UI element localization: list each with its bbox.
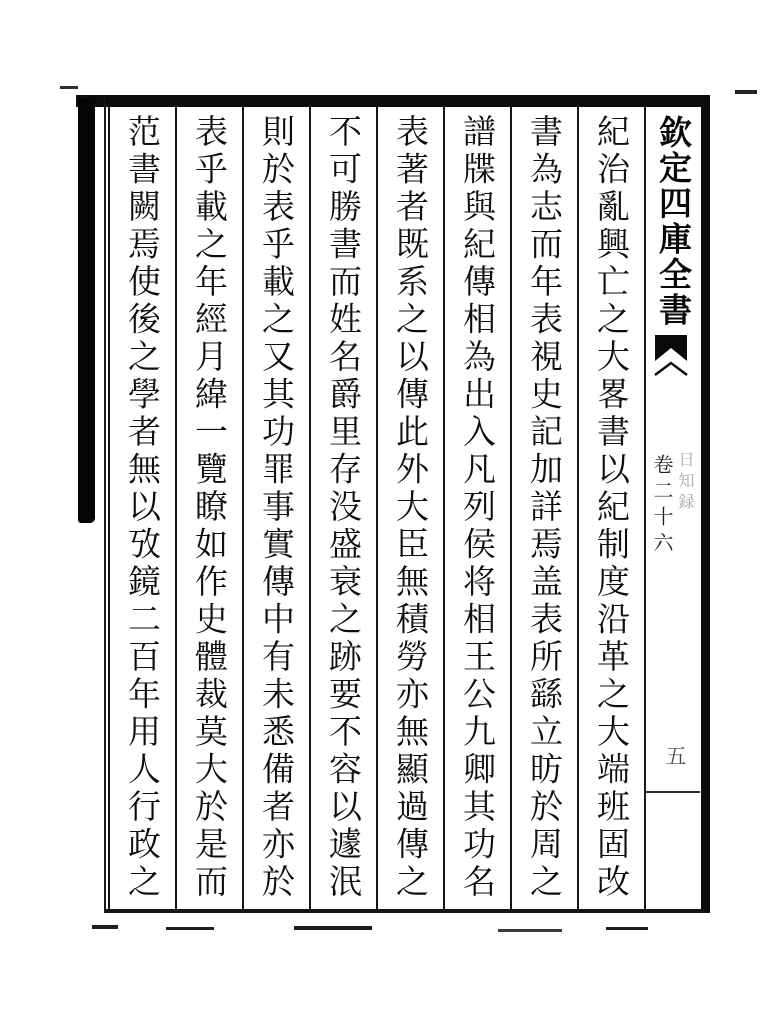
binding-gutter-bar xyxy=(78,99,95,523)
text-column-8: 范書闕焉使後之學者無以攷鏡二百年用人行政之 xyxy=(108,107,175,909)
volume-label: 卷二十六 xyxy=(650,454,674,558)
text-column-3: 譜牒與紀傳相為出入凡列侯将相王公九卿其功名 xyxy=(443,107,510,909)
page-frame xyxy=(104,95,710,913)
scan-artifact-dash xyxy=(60,86,78,89)
banxin-rule xyxy=(645,791,700,793)
text-column-7: 表乎載之年經月緯一覽瞭如作史體裁莫大於是而 xyxy=(175,107,242,909)
text-columns-container xyxy=(106,107,701,909)
collection-title: 欽定四庫全書 xyxy=(654,115,693,328)
scan-artifact-dash xyxy=(606,927,648,930)
page-number: 五 xyxy=(663,745,687,766)
scan-artifact-dash xyxy=(735,90,757,94)
fishtail-bookmark-icon xyxy=(654,335,688,387)
text-column-1: 紀治亂興亡之大畧書以紀制度沿革之大端班固改 xyxy=(577,107,644,909)
scan-artifact-dash xyxy=(92,925,118,929)
banxin-column xyxy=(644,107,701,909)
text-column-4: 表著者既系之以傳此外大臣無積勞亦無顯過傳之 xyxy=(376,107,443,909)
text-column-5: 不可勝書而姓名爵里存没盛衰之跡要不容以遽泯 xyxy=(309,107,376,909)
scan-artifact-dash xyxy=(498,929,562,932)
text-column-2: 書為志而年表視史記加詳焉盖表所繇立昉於周之 xyxy=(510,107,577,909)
book-title: 日知録 xyxy=(676,451,695,514)
text-column-6: 則於表乎載之又其功罪事實傳中有未悉備者亦於 xyxy=(242,107,309,909)
scan-artifact-dash xyxy=(166,927,214,930)
scan-artifact-dash xyxy=(294,926,372,930)
